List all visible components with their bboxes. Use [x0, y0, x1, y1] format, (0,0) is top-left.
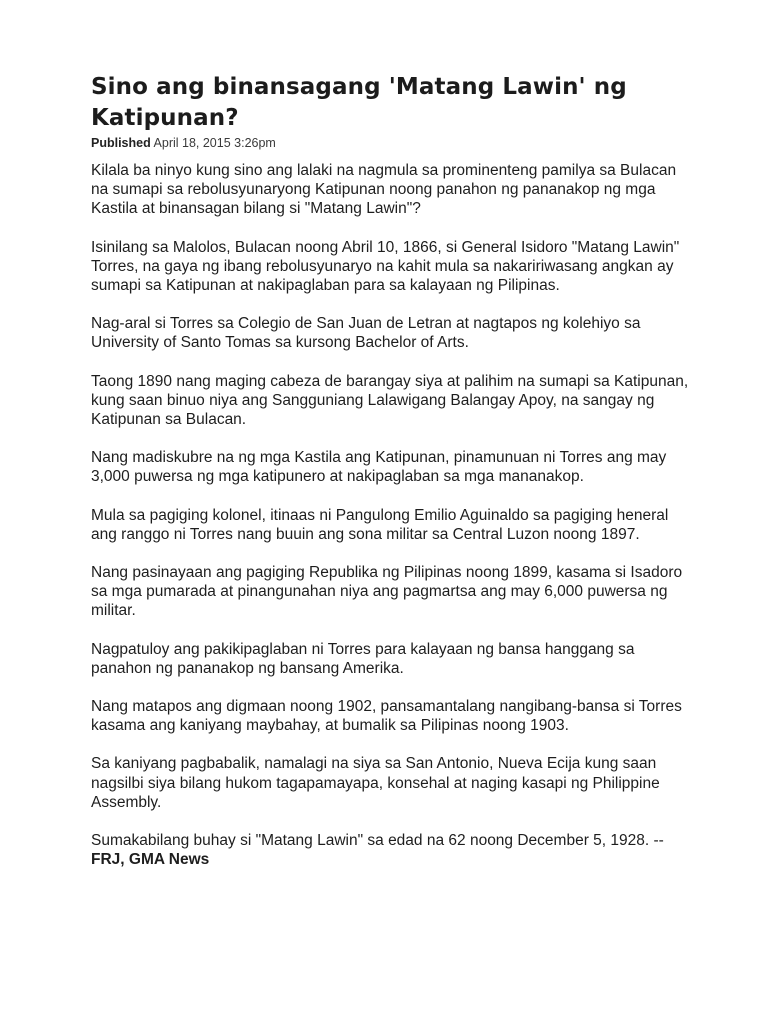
- article-body: [91, 161, 691, 869]
- paragraph-8: Nagpatuloy ang pakikipaglaban ni Torres para kalayaan ng bansa hanggang sa panahon ng pananakop ng bansang Amerika.: [91, 640, 635, 677]
- paragraph-2: Isinilang sa Malolos, Bulacan noong Abril 10, 1866, si General Isidoro "Matang Lawin" Torres, na gaya ng ibang rebolusyunaryo na kahit mula sa nakaririwasang angkan ay sumapi sa Katipunan at nakipaglaban para sa kalayaan ng Pilipinas.: [91, 238, 680, 295]
- paragraph-9: Nang matapos ang digmaan noong 1902, pansamantalang nangibang-bansa si Torres kasama ang kaniyang maybahay, at bumalik sa Pilipinas noong 1903.: [91, 698, 682, 735]
- article: [91, 72, 691, 888]
- paragraph-10: Sa kaniyang pagbabalik, namalagi na siya sa San Antonio, Nueva Ecija kung saan nagsilbi siya bilang hukom tagapamayapa, konsehal at naging kasapi ng Philippine Assembly.: [91, 755, 660, 811]
- paragraph-3: Nag-aral si Torres sa Colegio de San Juan de Letran at nagtapos ng kolehiyo sa University of Santo Tomas sa kursong Bachelor of Arts.: [91, 315, 641, 352]
- byline: [91, 135, 691, 151]
- paragraph-4: Taong 1890 nang maging cabeza de barangay siya at palihim na sumapi sa Katipunan, kung saan binuo niya ang Sangguniang Lalawigang Balangay Apoy, na sangay ng Katipunan sa Bulacan.: [91, 372, 689, 429]
- article-headline: Sino ang binansagang 'Matang Lawin' ng Katipunan?: [91, 74, 627, 131]
- published-label: Published: [91, 136, 151, 150]
- paragraph-7: Nang pasinayaan ang pagiging Republika ng Pilipinas noong 1899, kasama si Isadoro sa mga pumarada at pinangunahan niya ang pagmartsa ang may 6,000 puwersa ng militar.: [91, 564, 683, 620]
- closing-text: Sumakabilang buhay si "Matang Lawin" sa edad na 62 noong December 5, 1928. --: [91, 832, 664, 850]
- news-credit: FRJ, GMA News: [91, 851, 210, 869]
- published-date: April 18, 2015 3:26pm: [153, 136, 276, 150]
- paragraph-6: Mula sa pagiging kolonel, itinaas ni Pangulong Emilio Aguinaldo sa pagiging heneral ang ranggo ni Torres nang buuin ang sona militar sa Central Luzon noong 1897.: [91, 506, 669, 543]
- paragraph-1: Kilala ba ninyo kung sino ang lalaki na nagmula sa prominenteng pamilya sa Bulacan na sumapi sa rebolusyunaryong Katipunan noong panahon ng pananakop ng mga Kastila at binansagan bilang si "Matang Lawin"?: [91, 162, 677, 218]
- closing-paragraph: [91, 831, 691, 869]
- paragraph-5: Nang madiskubre na ng mga Kastila ang Katipunan, pinamunuan ni Torres ang may 3,000 puwersa ng mga katipunero at nakipaglaban sa mga mananakop.: [91, 449, 667, 486]
